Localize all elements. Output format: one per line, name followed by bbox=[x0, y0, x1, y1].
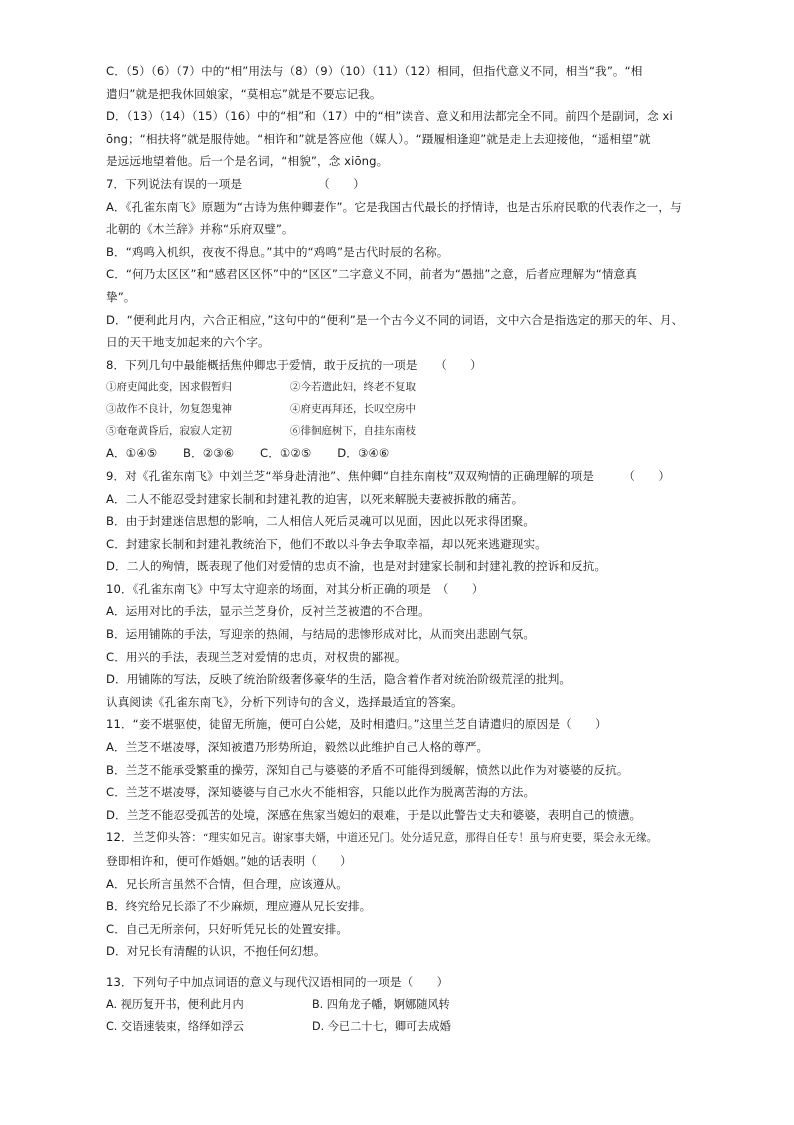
q7-option-d: D．“便利此月内，六合正相应，”这句中的“便利”是一个古今义不同的词语，文中六合是指选定的那天的年、月、 bbox=[106, 312, 684, 327]
q13-options bbox=[106, 994, 690, 1039]
q10-option-d: D．用铺陈的写法，反映了统治阶级奢侈豪华的生活，隐含着作者对统治阶级荒淫的批判。 bbox=[106, 672, 572, 687]
q9-option-c: C．封建家长制和封建礼教统治下，他们不敢以斗争去争取幸福，却以死来逃避现实。 bbox=[106, 536, 547, 551]
q7-option-a: A．《孔雀东南飞》原题为“古诗为焦仲卿妻作”。它是我国古代最长的抒情诗，也是古乐府民歌的代表作之一，与 bbox=[106, 199, 682, 214]
q7-option-a-cont: 北朝的《木兰辞》并称“乐府双璧”。 bbox=[106, 222, 294, 237]
question-10-stem: 10．《孔雀东南飞》中写太守迎亲的场面，对其分析正确的项是 （ ） bbox=[106, 581, 484, 596]
q12-option-c: C．自己无所亲何，只好听凭兄长的处置安排。 bbox=[106, 921, 349, 936]
q7-option-c-cont: 挚”。 bbox=[106, 289, 136, 304]
text-line: 是远远地望着他。后一个是名词，“相貌”，念 xiōng。 bbox=[106, 154, 389, 169]
q10-option-c: C．用兴的手法，表现兰芝对爱情的忠贞，对权贵的鄙视。 bbox=[106, 649, 407, 664]
text-line: 遣归”就是把我休回娘家，“莫相忘”就是不要忘记我。 bbox=[106, 86, 382, 101]
q12-option-a: A．兄长所言虽然不合情，但合理，应该遵从。 bbox=[106, 876, 348, 891]
reading-instruction: 认真阅读《孔雀东南飞》，分析下列诗句的含义，选择最适宜的答案。 bbox=[106, 694, 463, 709]
q9-option-a: A．二人不能忍受封建家长制和封建礼教的迫害，以死来解脱夫妻被拆散的痛苦。 bbox=[106, 491, 524, 506]
q8-sentence: ③故作不良计，勿复怨鬼神 bbox=[106, 403, 232, 416]
q8-option-b: B．②③⑥ bbox=[183, 446, 235, 461]
q8-sentence: ⑥徘徊庭树下，自挂东南枝 bbox=[290, 425, 416, 438]
q7-option-b: B．“鸡鸣入机织，夜夜不得息。”其中的“鸡鸣”是古代时辰的名称。 bbox=[106, 244, 449, 259]
q11-option-b: B．兰芝不能承受繁重的操劳，深知自己与婆婆的矛盾不可能得到缓解，愤然以此作为对婆婆的反抗。 bbox=[106, 762, 629, 777]
q11-option-d: D．兰芝不能忍受孤苦的处境，深感在焦家当媳妇的艰难，于是以此警告丈夫和婆婆，表明自己的愤懑。 bbox=[106, 807, 642, 822]
exam-page bbox=[106, 60, 690, 1039]
question-12-stem-cont: 登即相许和，便可作婚姻。”她的话表明（ ） bbox=[106, 854, 352, 868]
q10-option-b: B．运用铺陈的手法，写迎亲的热闹，与结局的悲惨形成对比，从而突出悲剧气氛。 bbox=[106, 627, 536, 642]
q13-option-a: A. 视历复开书，便利此月内 bbox=[106, 997, 244, 1011]
q11-option-c: C．兰芝不堪凌辱，深知婆婆与自己水火不能相容，只能以此作为脱离苦海的方法。 bbox=[106, 785, 536, 800]
q8-sentence: ④府吏再拜还，长叹空房中 bbox=[290, 403, 416, 416]
text-line: C．（5）（6）（7）中的“相”用法与（8）（9）（10）（11）（12）相同，但指代意义不同，相当“我”。“相 bbox=[106, 64, 643, 78]
text-line: ōng；“相扶将”就是服侍她。“相许和”就是答应他（媒人）。“蹑履相逢迎”就是走上去迎接他，“遥相望”就 bbox=[106, 131, 651, 146]
q8-options bbox=[106, 442, 690, 465]
q13-option-b: B. 四角龙子幡，婀娜随风转 bbox=[312, 997, 450, 1011]
q7-option-d-cont: 日的天干地支加起来的六个字。 bbox=[106, 335, 270, 350]
q12-option-d: D．对兄长有清醒的认识，不抱任何幻想。 bbox=[106, 944, 326, 959]
q12-quote: “理实如兄言。谢家事夫婿，中道还兄门。处分适兄意，那得自任专！虽与府吏要，渠会永无缘。 bbox=[202, 832, 658, 845]
q11-option-a: A．兰芝不堪凌辱，深知被遣乃形势所迫，毅然以此维护自己人格的尊严。 bbox=[106, 740, 489, 755]
text-line: D．（13）（14）（15）（16）中的“相”和（17）中的“相”读音、意义和用法都完全不同。前四个是副词，念 xi bbox=[106, 109, 673, 124]
spacer bbox=[106, 963, 690, 971]
q12-prefix: 12．兰芝仰头答： bbox=[106, 830, 203, 845]
question-9-stem: 9．对《孔雀东南飞》中刘兰芝“举身赴清池”、焦仲卿“自挂东南枝”双双殉情的正确理解的项是 （ ） bbox=[106, 468, 671, 483]
q12-option-b: B．终究给兄长添了不少麻烦，理应遵从兄长安排。 bbox=[106, 899, 372, 914]
q8-sentence: ①府吏闻此变，因求假暂归 bbox=[106, 381, 232, 394]
q9-option-d: D．二人的殉情，既表现了他们对爱情的忠贞不渝，也是对封建家长制和封建礼教的控诉和反抗。 bbox=[106, 559, 607, 574]
q9-option-b: B．由于封建迷信思想的影响，二人相信人死后灵魂可以见面，因此以死求得团聚。 bbox=[106, 514, 536, 529]
q8-option-a: A．①④⑤ bbox=[106, 446, 158, 461]
q13-option-d: D. 今已二十七，卿可去成婚 bbox=[312, 1020, 451, 1034]
q8-option-d: D．③④⑥ bbox=[337, 446, 390, 461]
q7-option-c: C．“何乃太区区”和“感君区区怀”中的“区区”二字意义不同，前者为“愚拙”之意，后者应理解为“情意真 bbox=[106, 267, 637, 282]
question-11-stem: 11．“妾不堪驱使，徒留无所施，便可白公姥，及时相遣归。”这里兰芝自请遣归的原因是（ ） bbox=[106, 717, 607, 732]
q13-option-c: C. 交语速装束，络绎如浮云 bbox=[106, 1020, 244, 1034]
question-12-stem bbox=[106, 826, 690, 850]
q8-sentence: ⑤奄奄黄昏后，寂寂人定初 bbox=[106, 425, 232, 438]
question-13-stem: 13．下列句子中加点词语的意义与现代汉语相同的一项是（ ） bbox=[106, 974, 449, 989]
question-7-stem: 7．下列说法有误的一项是 （ ） bbox=[106, 176, 365, 191]
question-8-stem: 8．下列几句中最能概括焦仲卿忠于爱情，敢于反抗的一项是 （ ） bbox=[106, 357, 482, 372]
q8-sentences bbox=[106, 376, 690, 442]
q8-sentence: ②今若遣此妇，终老不复取 bbox=[290, 381, 416, 394]
q8-option-c: C．①②⑤ bbox=[260, 446, 312, 461]
q10-option-a: A．运用对比的手法，显示兰芝身价，反衬兰芝被遣的不合理。 bbox=[106, 604, 430, 619]
